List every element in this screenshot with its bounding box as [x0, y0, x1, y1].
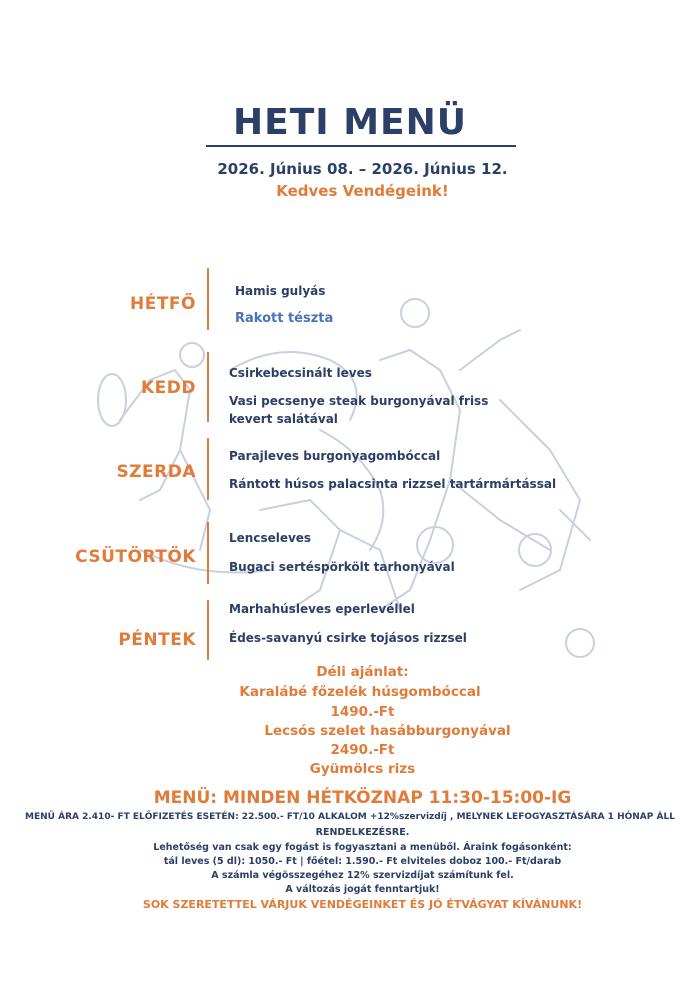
dish-monday-main: Rakott tészta — [235, 311, 334, 326]
greeting: Kedves Vendégeink! — [276, 182, 449, 200]
dish-thursday-main: Bugaci sertéspörkölt tarhonyával — [229, 560, 455, 574]
dish-friday-soup: Marhahúsleves eperlevéllel — [229, 602, 415, 616]
fine-print-line: A számla végösszegéhez 12% szervizdíjat számítunk fel. — [211, 870, 514, 881]
menu-hours-heading: MENÜ: MINDEN HÉTKÖZNAP 11:30-15:00-IG — [153, 788, 572, 808]
day-divider — [207, 600, 209, 660]
date-range: 2026. Június 08. – 2026. Június 12. — [217, 160, 508, 178]
daily-offer-line: Karalábé főzelék húsgombóccal — [239, 684, 481, 700]
dish-monday-soup: Hamis gulyás — [235, 284, 326, 298]
dish-thursday-soup: Lencseleves — [229, 531, 312, 545]
dish-tuesday-soup: Csirkebecsinált leves — [229, 366, 372, 380]
fine-print-line: RENDELKEZÉSRE. — [315, 827, 410, 838]
dish-wednesday-soup: Parajleves burgonyagombóccal — [229, 449, 441, 463]
day-label-wednesday: SZERDA — [116, 462, 196, 482]
closing-message: SOK SZERETETTEL VÁRJUK VENDÉGEINKET ÉS JÓ ÉTVÁGYAT KÍVÁNUNK! — [142, 898, 583, 911]
fine-print-line: Lehetőség van csak egy fogást is fogyasztani a menüből. Áraink fogásonként: — [153, 842, 572, 853]
daily-offer-price: 1490.-Ft — [330, 704, 395, 720]
daily-offer-heading: Déli ajánlat: — [316, 664, 409, 680]
fine-print-line: MENÜ ÁRA 2.410- FT ELŐFIZETÉS ESETÉN: 22.500.- FT/10 ALKALOM +12%szervizdíj , MELYNEK LEFOGYASZTÁSÁRA 1 HÓNAP ÁLL — [25, 812, 675, 822]
dish-wednesday-main: Rántott húsos palacsinta rizzsel tartármártással — [229, 477, 557, 491]
day-divider — [207, 522, 209, 584]
day-label-friday: PÉNTEK — [118, 630, 196, 650]
daily-offer-line: Gyümölcs rizs — [309, 761, 416, 777]
dish-tuesday-main: Vasi pecsenye steak burgonyával friss kevert salátával — [229, 394, 489, 426]
daily-offer-line: Lecsós szelet hasábburgonyával — [264, 723, 511, 739]
title-underline — [206, 145, 516, 147]
daily-offer-price: 2490.-Ft — [330, 742, 395, 758]
dish-friday-main: Édes-savanyú csirke tojásos rizzsel — [229, 631, 467, 645]
day-divider — [207, 268, 209, 330]
page-title: HETI MENÜ — [233, 102, 467, 143]
day-label-monday: HÉTFŐ — [129, 294, 196, 314]
day-divider — [207, 438, 209, 500]
day-label-thursday: CSÜTÖRTÖK — [75, 547, 196, 567]
day-divider — [207, 352, 209, 422]
day-label-tuesday: KEDD — [140, 378, 196, 398]
fine-print-line: tál leves (5 dl): 1050.- Ft | főétel: 1.590.- Ft elviteles doboz 100.- Ft/darab — [163, 856, 562, 867]
fine-print-line: A változás jogát fenntartjuk! — [285, 884, 440, 895]
